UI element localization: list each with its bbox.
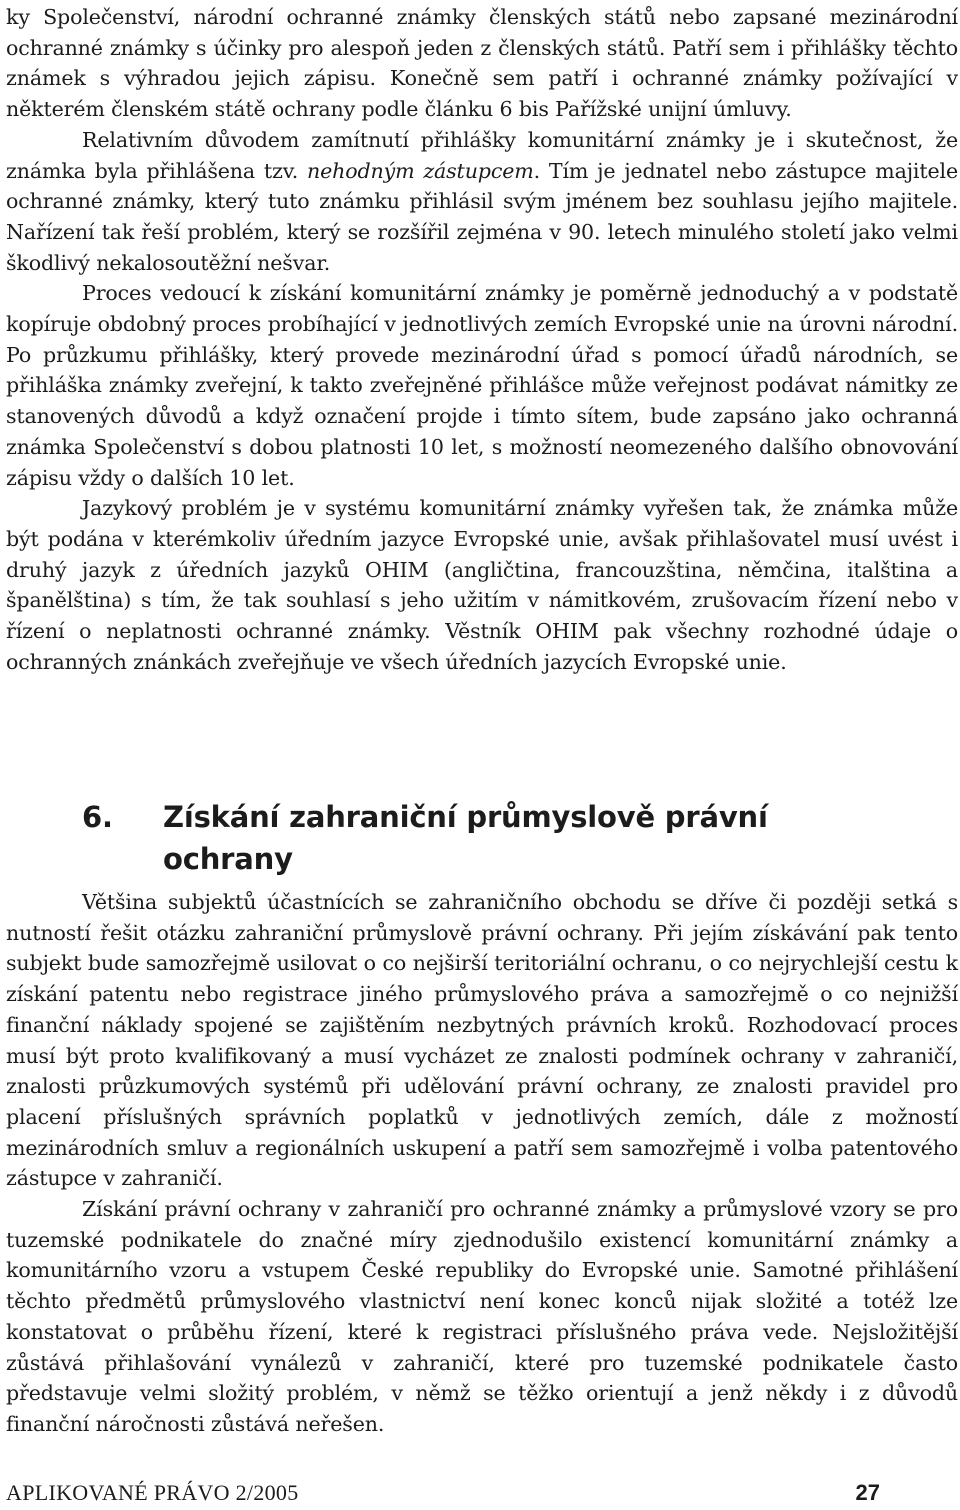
journal-title: APLIKOVANÉ PRÁVO 2/2005 — [6, 1480, 299, 1505]
page-number: 27 — [855, 1480, 880, 1505]
section-number: 6. — [82, 800, 113, 834]
body-text — [6, 2, 958, 677]
section-title: Získání zahraniční průmyslově právní ochrany — [163, 800, 768, 876]
paragraph-unworthy-agent — [6, 125, 958, 279]
paragraph-trademarks-designs: Získání právní ochrany v zahraničí pro ochranné známky a průmyslové vzory se pro tuzemské podnikatele do značné míry zjednodušilo existencí komunitární známky a komunitárního vzoru a vstupem České republiky do Evropské unie. Samotné přihlášení těchto předmětů průmyslového vlastnictví není konec konců nijak složité a totéž lze konstatovat o průběhu řízení, které k registraci příslušného práva vede. Nejsložitější zůstává přihlašování vynálezů v zahraničí, které pro tuzemské podnikatele často představuje velmi složitý problém, v němž se těžko orientují a jenž někdy i z důvodů finanční náročnosti zůstává neřešen. — [6, 1197, 958, 1436]
paragraph-text: . Tím je jednatel nebo zástupce majitele ochranné známky, který tuto známku přihlásil svým jménem bez souhlasu jejího majitele. Nařízení tak řeší problém, který se rozšířil zejména v 90. letech minulého století jako velmi škodlivý nekalosoutěžní nešvar. — [6, 158, 958, 275]
section-heading — [82, 796, 862, 880]
paragraph-registration-process: Proces vedoucí k získání komunitární známky je poměrně jednoduchý a v podstatě kopíruje obdobný proces probíhající v jednotlivých zemích Evropské unie na úrovni národní. Po průzkumu přihlášky, který provede mezinárodní úřad s pomocí úřadů národních, se přihláška známky zveřejní, k takto zveřejněné přihlášce může veřejnost podávat námitky ze stanovených důvodů a když označení projde i tímto sítem, bude zapsáno jako ochranná známka Společenství s dobou platnosti 10 let, s možností neomezeného dalšího obnovování zápisu vždy o dalších 10 let. — [6, 281, 958, 490]
paragraph-text: Relativním důvodem zamítnutí přihlášky komunitární známky je i skutečnost, že známka byla přihlášena tzv. — [6, 127, 958, 183]
section-body — [6, 887, 958, 1440]
paragraph-language: Jazykový problém je v systému komunitární známky vyřešen tak, že známka může být podána v kterémkoliv úředním jazyce Evropské unie, avšak přihlašovatel musí uvést i druhý jazyk z úředních jazyků OHIM (angličtina, francouzština, němčina, italština a španělština) s tím, že tak souhlasí s jeho užitím v námitkovém, zrušovacím řízení nebo v řízení o neplatnosti ochranné známky. Věstník OHIM pak všechny rozhodné údaje o ochranných znánkách zveřejňuje ve všech úředních jazycích Evropské unie. — [6, 496, 958, 674]
paragraph-foreign-protection: Většina subjektů účastnících se zahraničního obchodu se dříve či později setká s nutností řešit otázku zahraniční průmyslově právní ochrany. Při jejím získávání pak tento subjekt bude samozřejmě usilovat o co nejširší teritoriální ochranu, o co nejrychlejší cestu k získání patentu nebo registrace jiného průmyslového práva a samozřejmě o co nejnižší finanční náklady spojené se zajištěním nezbytných právních kroků. Rozhodovací proces musí být proto kvalifikovaný a musí vycházet ze znalosti podmínek ochrany v zahraničí, znalosti průzkumových systémů při udělování právní ochrany, ze znalosti pravidel pro placení příslušných správních poplatků v jednotlivých zemích, dále z možností mezinárodních smluv a regionálních uskupení a patří sem samozřejmě i volba patentového zástupce v zahraničí. — [6, 890, 958, 1191]
paragraph-continuation: ky Společenství, národní ochranné známky členských států nebo zapsané mezinárodní ochranné známky s účinky pro alespoň jeden z členských států. Patří sem i přihlášky těchto známek s výhradou jejich zápisu. Konečně sem patří i ochranné známky požívající v některém členském státě ochrany podle článku 6 bis Pařížské unijní úmluvy. — [6, 5, 958, 122]
italic-term: nehodným zástupcem — [306, 158, 534, 183]
